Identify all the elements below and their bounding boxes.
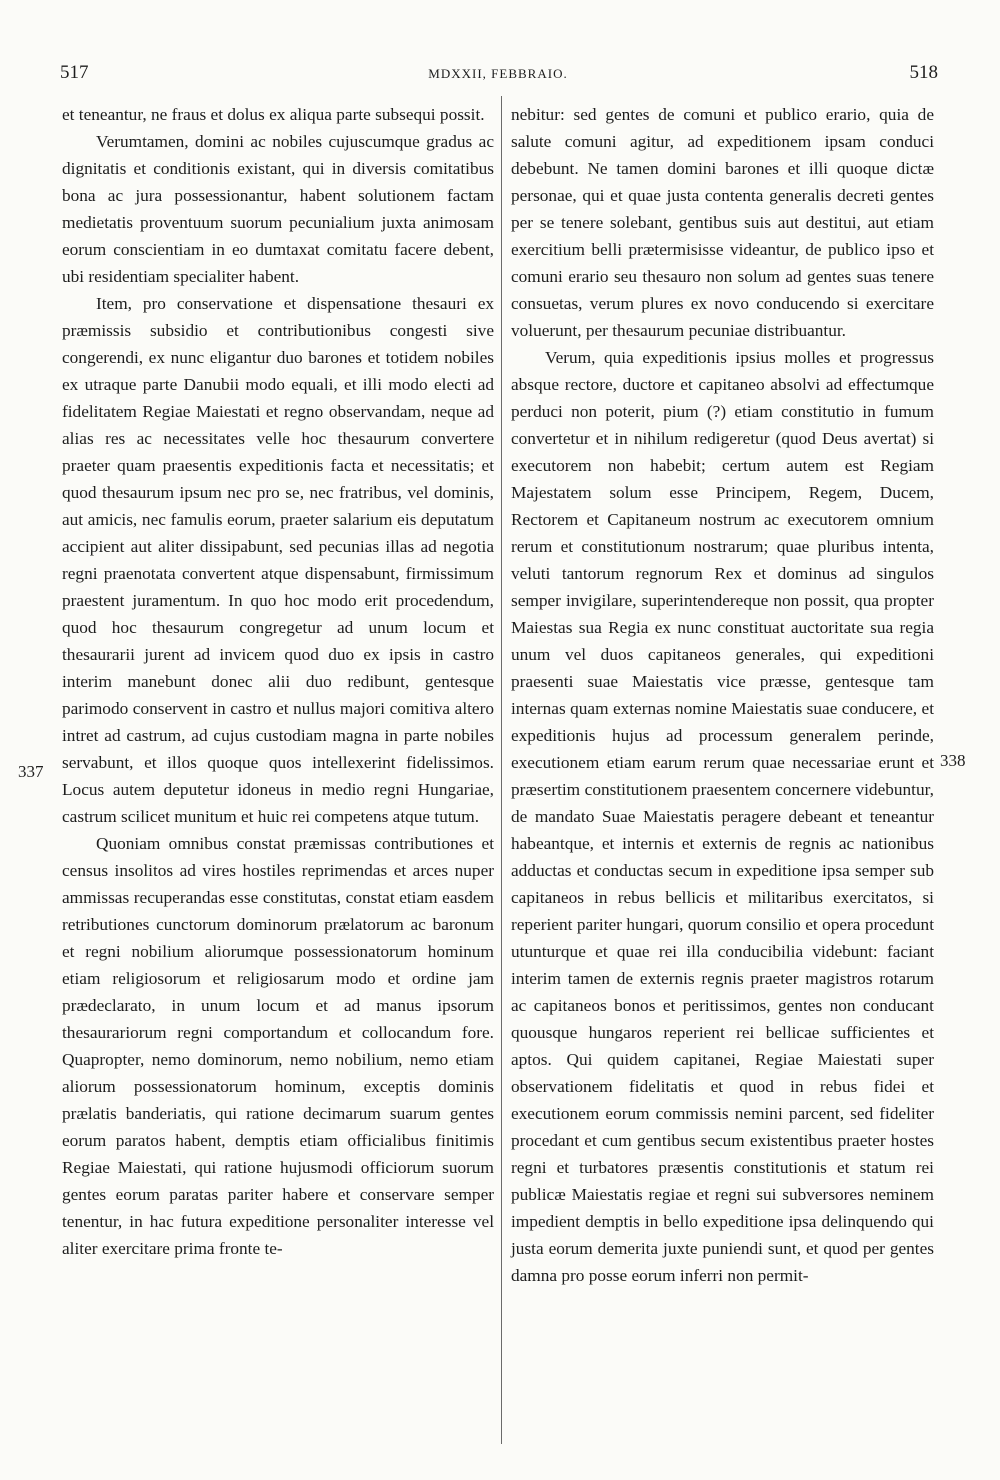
column-divider: [501, 96, 502, 1444]
paragraph: nebitur: sed gentes de comuni et publico erario, quia de salute comuni agitur, ad expeditionem ipsam conduci debebunt. Ne tamen domini barones et illi quoque dictæ personae, qui et quae justa contenta generalis decreti gentes per se tenere solebant, gentibus suis aut destitui, aut etiam exercitium belli prætermisisse videantur, de publico ipso et comuni erario seu thesauro non solum ad gentes suas tenere consuetas, verum plures ex novo conducendo si exercitare voluerunt, per thesaurum pecuniae distribuantur.: [511, 105, 934, 340]
page-number-right: 518: [909, 62, 938, 83]
left-column: [62, 101, 494, 1262]
right-column: [511, 101, 934, 1289]
page-number-left: 517: [60, 62, 89, 83]
paragraph: et teneantur, ne fraus et dolus ex aliqua parte subsequi possit.: [62, 105, 485, 124]
paragraph: Verum, quia expeditionis ipsius molles et progressus absque rectore, ductore et capitaneo absolvi ad effectumque perduci non poterit, pium (?) etiam constitutio in fumum convertetur et in nihilum redigeretur (quod Deus avertat) si executorem non habebit; certum autem est Regiam Majestatem solum esse Principem, Regem, Ducem, Rectorem et Capitaneum nostrum ac executorem omnium rerum et constitutionum nostrarum; quae pluribus intenta, veluti tantorum regnorum Rex et dominus ad singulos semper invigilare, superintendereque non possit, qua propter Maiestas sua Regia ex nunc constituat auctoritate sua regia unum vel duos capitaneos generales, qui expeditioni praesenti suae Maiestatis vice præsse, gentesque tam internas quam externas nomine Maiestatis suae conducere, et expeditionis hujus ad processum generalem perinde, executionem etiam earum rerum quae necessariae erunt et præsertim constitutionem praesentem concernere videbuntur, de mandato Suae Maiestatis peragere debeant et teneantur habeantque, et internis et externis de regnis ac nationibus adductas et conductas secum in expeditione ipsa semper sub capitaneos in rebus bellicis et militaribus exercitatos, si reperient pariter hungari, quorum consilio et opera procedunt utunturque et quae rei illa conducibilia videbunt: faciant interim tamen de externis regnis praeter magistros rotarum ac capitaneos bonos et peritissimos, gentes non conducant quousque hungaros reperient rei bellicae sufficientes et aptos. Qui quidem capitanei, Regiae Maiestati super observationem fidelitatis et quod in rebus fidei et executionem eorum commissis nemini parcent, sed fideliter procedant et cum gentibus secum existentibus praeter hostes regni et turbatores præsentis constitutionis et statum rei publicæ Maiestatis regiae et regni sui subversores neminem impedient demptis in bello expeditione ipsa delinquendo qui justa eorum demerita juxte puniendi sunt, et quod per gentes damna pro posse eorum inferri non permit-: [511, 348, 934, 1285]
running-title: MDXXII, FEBBRAIO.: [428, 66, 568, 81]
paragraph: Quoniam omnibus constat præmissas contributiones et census insolitos ad vires hostiles reprimendas et arces nuper ammissas recuperandas esse constitutas, constat etiam easdem retributiones cunctorum dominorum prælatorum ac baronum et regni nobilium aliorumque possessionatorum hominum etiam religiosorum et religiosarum modo et ordine jam prædeclarato, in unum locum et ad manus ipsorum thesaurariorum regni comportandum et collocandum fore. Quapropter, nemo dominorum, nemo nobilium, nemo etiam aliorum possessionatorum hominum, exceptis dominis prælatis banderiatis, qui ratione decimarum suarum gentes eorum paratos habent, demptis etiam officialibus finitimis Regiae Maiestati, qui ratione hujusmodi officiorum suorum gentes eorum paratas pariter habere et conservare semper tenentur, in hac futura expeditione personaliter interesse vel aliter exercitare prima fronte te-: [62, 834, 494, 1258]
margin-number-right: 338: [940, 751, 966, 770]
margin-number-left: 337: [18, 762, 44, 781]
page-header: [58, 62, 938, 92]
paragraph: Item, pro conservatione et dispensatione thesauri ex præmissis subsidio et contributionibus congesti sive congerendi, ex nunc eligantur duo barones et totidem nobiles ex utraque parte Danubii modo equali, et illi modo electi ad fidelitatem Regiae Maiestati et regno observandam, neque ad alias res ac necessitates velle hoc thesaurum convertere praeter quam praesentis expeditionis facta et necessitatis; et quod thesaurum ipsum nec pro se, nec fratribus, vel dominis, aut amicis, nec famulis eorum, praeter salarium eis deputatum accipient aut aliter dissipabunt, sed pecunias illas ad negotia regni praenotata convertent atque dispensabunt, firmissimum praestent juramentum. In quo hoc modo erit procedendum, quod hoc thesaurum congregetur ad unum locum et thesaurarii jurent ad invicem quod duo ex ipsis in castro interim manebunt donec alii duo redibunt, gentesque parimodo conservent in castro et nullus majori comitiva altero intret ad castrum, ad cujus custodiam magna in parte nobiles servabunt, et illos quoque quos intellexerint fidelissimos. Locus autem deputetur idoneus in medio regni Hungariae, castrum scilicet munitum et huic rei competens atque tutum.: [62, 294, 494, 826]
paragraph: Verumtamen, domini ac nobiles cujuscumque gradus ac dignitatis et conditionis existant, qui in diversis comitatibus bona ac jura possessionantur, habent solutionem factam medietatis proventuum suorum pecunialium juxta animosam eorum conscientiam in eo dumtaxat comitatu facere debent, ubi residentiam specialiter habent.: [62, 132, 494, 286]
